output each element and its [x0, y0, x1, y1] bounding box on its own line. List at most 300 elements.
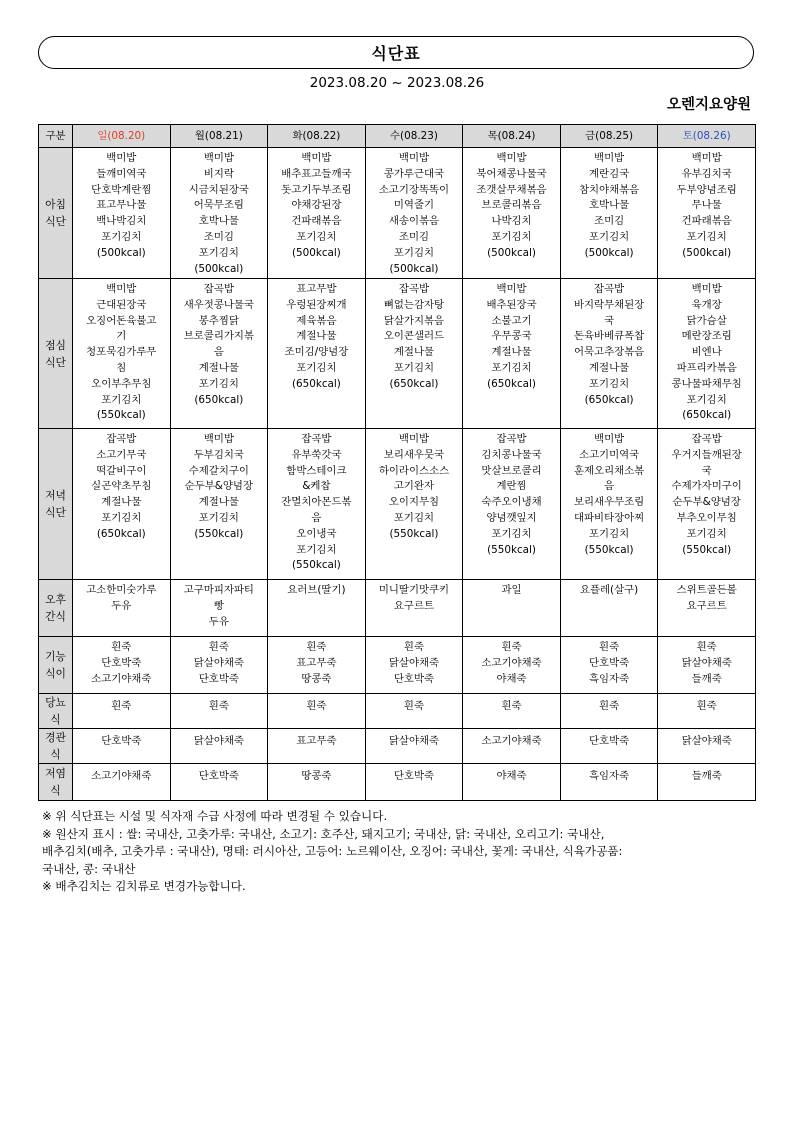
- menu-item: 빵: [213, 599, 224, 612]
- menu-item: (500kcal): [584, 246, 634, 259]
- menu-item: 흰죽: [403, 700, 424, 712]
- menu-item: 소고기무국: [96, 448, 147, 461]
- weekly-menu-table: [38, 124, 756, 801]
- menu-item: 땅콩죽: [301, 770, 332, 782]
- menu-item: 포기김치: [589, 527, 630, 540]
- row-label-line: 간식: [45, 610, 66, 623]
- menu-cell: [658, 694, 756, 729]
- meal-row: [39, 637, 756, 694]
- menu-item: 떡갈비구이: [96, 464, 147, 477]
- menu-cell: [658, 148, 756, 279]
- menu-item: 계절나물: [491, 346, 532, 359]
- menu-item: 숙주오이냉채: [481, 496, 542, 509]
- menu-item: 요플레(살구): [579, 584, 639, 596]
- menu-item: 백미밥: [594, 433, 625, 445]
- menu-item: 브로콜리볶음: [481, 199, 542, 212]
- menu-item: 포기김치: [198, 377, 239, 390]
- menu-item: 부추오이무침: [676, 511, 737, 524]
- menu-item: 흰죽: [501, 700, 522, 712]
- menu-cell: [73, 694, 171, 729]
- row-label: [39, 429, 73, 580]
- meal-row: [39, 148, 756, 279]
- menu-item: 흰죽: [208, 700, 229, 712]
- menu-item: 파프리카볶음: [676, 361, 737, 374]
- menu-item: 포기김치: [198, 511, 239, 524]
- menu-item: 흰죽: [403, 641, 424, 653]
- menu-item: 순두부&양념장: [672, 496, 741, 509]
- day-header-2: 화(08.22): [268, 125, 366, 148]
- menu-item: 메란장조림: [681, 330, 732, 343]
- menu-item: 기: [116, 330, 127, 343]
- menu-item: 닭살야채죽: [388, 656, 440, 669]
- menu-item: 수제갈치구이: [188, 464, 249, 477]
- menu-item: 표고무죽: [296, 735, 337, 747]
- menu-item: (650kcal): [291, 377, 341, 390]
- menu-item: &케찹: [302, 480, 331, 493]
- row-label-line: 식이: [45, 667, 66, 680]
- menu-item: 무나물: [691, 199, 722, 212]
- menu-item: 흰죽: [599, 700, 620, 712]
- menu-item: 백미밥: [398, 433, 430, 445]
- menu-item: 포기김치: [101, 393, 142, 406]
- meal-row: [39, 694, 756, 729]
- menu-item: 포기김치: [296, 230, 337, 243]
- menu-item: 포기김치: [686, 393, 727, 406]
- menu-item: 계절나물: [393, 346, 435, 359]
- menu-item: 포기김치: [686, 230, 727, 243]
- menu-item: 백미밥: [203, 433, 234, 445]
- menu-item: 나박김치: [491, 215, 532, 228]
- menu-item: 흰죽: [111, 700, 132, 712]
- menu-item: 비지락: [203, 167, 234, 180]
- menu-item: 포기김치: [393, 361, 435, 374]
- menu-item: 들깨죽: [691, 770, 722, 782]
- menu-item: 잔멸치아몬드볶: [281, 496, 352, 509]
- menu-item: 땅콩죽: [301, 672, 332, 685]
- menu-cell: [365, 279, 463, 429]
- menu-cell: [658, 729, 756, 764]
- menu-item: 제육볶음: [296, 314, 337, 327]
- menu-item: 순두부&양념장: [184, 480, 253, 493]
- menu-cell: [73, 580, 171, 637]
- menu-item: 근대된장국: [96, 298, 147, 311]
- menu-item: (500kcal): [96, 246, 146, 259]
- menu-item: 포기김치: [393, 511, 435, 524]
- menu-item: 브로콜리가지볶: [183, 330, 254, 343]
- row-label-line: 점심: [45, 338, 66, 352]
- menu-cell: [463, 580, 561, 637]
- menu-item: 잡곡밥: [691, 433, 722, 445]
- menu-item: 우렁된장찌개: [286, 298, 347, 311]
- menu-item: 잡곡밥: [594, 283, 625, 295]
- menu-cell: [560, 729, 658, 764]
- menu-item: 포기김치: [589, 377, 630, 390]
- menu-cell: [463, 764, 561, 801]
- menu-item: 닭살야채죽: [681, 735, 732, 747]
- menu-item: 흰죽: [306, 700, 327, 712]
- menu-item: 두유: [111, 599, 132, 612]
- menu-cell: [268, 637, 366, 694]
- row-label-line: 아침: [45, 198, 66, 211]
- menu-item: 소고기야채죽: [481, 656, 542, 669]
- menu-item: 들깨죽: [691, 672, 722, 685]
- menu-item: 우거지들깨된장: [671, 448, 742, 461]
- menu-item: 단호박죽: [198, 672, 239, 685]
- menu-item: 고구마피자파티: [183, 584, 254, 596]
- menu-item: 양념깻잎지: [486, 511, 537, 524]
- menu-item: 참치야채볶음: [578, 183, 640, 196]
- menu-item: 수제가자미구이: [671, 480, 742, 493]
- menu-item: 새우젓콩나물국: [183, 298, 254, 311]
- note-line: ※ 원산지 표시 : 쌀: 국내산, 고춧가루: 국내산, 소고기: 호주산, 돼지고기; 국내산, 닭: 국내산, 오리고기: 국내산,: [42, 826, 605, 841]
- menu-item: 백미밥: [106, 283, 137, 295]
- menu-item: 대파비타장아찌: [573, 511, 645, 524]
- menu-item: 닭살야채죽: [193, 656, 244, 669]
- menu-item: 어묵무조림: [193, 199, 244, 212]
- menu-item: 백미밥: [691, 283, 722, 295]
- menu-item: (500kcal): [682, 246, 732, 259]
- menu-item: 소고기야채죽: [91, 770, 152, 782]
- menu-item: 오징어돈육불고: [86, 314, 157, 327]
- menu-item: 계절나물: [296, 330, 337, 343]
- menu-cell: [73, 429, 171, 580]
- menu-cell: [268, 729, 366, 764]
- menu-item: 단호박죽: [589, 656, 630, 669]
- menu-cell: [170, 429, 268, 580]
- meal-row: [39, 429, 756, 580]
- menu-item: 야채죽: [496, 672, 527, 685]
- menu-cell: [560, 429, 658, 580]
- menu-cell: [658, 279, 756, 429]
- menu-item: (500kcal): [487, 246, 536, 259]
- menu-item: 미니딸기맛쿠키: [378, 584, 450, 596]
- menu-item: 단호박계란찜: [91, 183, 152, 196]
- menu-item: 백나박김치: [96, 215, 147, 228]
- menu-item: (500kcal): [389, 262, 439, 275]
- menu-item: 새송이볶음: [388, 215, 440, 228]
- menu-cell: [170, 148, 268, 279]
- menu-item: (550kcal): [96, 409, 146, 422]
- menu-item: 하이라이스소스: [378, 464, 450, 477]
- menu-item: 소고기장똑똑이: [378, 183, 450, 196]
- menu-cell: [170, 694, 268, 729]
- row-label: [39, 729, 73, 764]
- menu-item: 계절나물: [198, 361, 239, 374]
- menu-item: 김치콩나물국: [481, 448, 542, 461]
- menu-item: 바지락무채된장: [573, 298, 645, 311]
- menu-item: 배추표고들깨국: [281, 167, 352, 180]
- menu-item: 음: [213, 346, 224, 359]
- day-header-0: 일(08.20): [73, 125, 171, 148]
- menu-item: 고소한미숫가루: [86, 584, 157, 596]
- menu-item: 소고기야채죽: [91, 672, 152, 685]
- notes: [42, 808, 762, 896]
- menu-item: 조미김: [594, 215, 625, 228]
- day-header-1: 월(08.21): [170, 125, 268, 148]
- menu-item: 포기김치: [491, 361, 532, 374]
- row-label: [39, 148, 73, 279]
- menu-item: 비엔나: [691, 346, 722, 359]
- menu-item: 두부양념조림: [676, 183, 737, 196]
- menu-item: 오이지무침: [388, 496, 440, 509]
- menu-item: 표고무밥: [296, 283, 337, 295]
- menu-cell: [170, 637, 268, 694]
- menu-item: 봉추찜닭: [198, 314, 239, 327]
- menu-item: 국: [701, 464, 712, 477]
- menu-cell: [560, 694, 658, 729]
- menu-item: 닭살야채죽: [388, 735, 440, 747]
- menu-item: 과일: [501, 584, 522, 596]
- menu-item: 소고기야채죽: [481, 735, 542, 747]
- menu-item: 미역줄기: [393, 199, 435, 212]
- menu-item: 어묵고추장볶음: [573, 346, 645, 359]
- menu-item: 조미김: [398, 230, 430, 243]
- menu-item: 스위트골든볼: [676, 584, 737, 596]
- header-row: [39, 125, 756, 148]
- menu-item: 포기김치: [198, 246, 239, 259]
- menu-item: 흰죽: [306, 641, 327, 653]
- menu-item: 잡곡밥: [398, 283, 430, 295]
- menu-item: 포기김치: [686, 527, 727, 540]
- menu-cell: [365, 694, 463, 729]
- menu-item: (650kcal): [389, 377, 439, 390]
- menu-cell: [560, 148, 658, 279]
- menu-item: 흰죽: [696, 700, 717, 712]
- row-label-line: 당뇨: [45, 696, 66, 709]
- row-label: [39, 694, 73, 729]
- row-label-line: 식단: [45, 355, 66, 369]
- menu-item: 두유: [208, 615, 229, 628]
- menu-item: 침: [116, 361, 127, 374]
- day-header-3: 수(08.23): [365, 125, 463, 148]
- menu-item: 포기김치: [101, 230, 142, 243]
- menu-cell: [658, 764, 756, 801]
- menu-cell: [268, 580, 366, 637]
- menu-item: 우무콩국: [491, 330, 532, 343]
- meal-row: [39, 764, 756, 801]
- menu-item: 단호박죽: [589, 735, 630, 747]
- page-title: [38, 36, 754, 69]
- menu-item: 백미밥: [496, 283, 527, 295]
- row-label-line: 식: [50, 748, 61, 761]
- note-line: 배추김치(배추, 고춧가루 : 국내산), 명태: 러시아산, 고등어: 노르웨이산, 오징어: 국내산, 꽃게: 국내산, 식육가공품:: [42, 844, 623, 858]
- menu-item: 표고무죽: [296, 656, 337, 669]
- row-label-line: 저녁: [45, 489, 66, 502]
- menu-item: 국: [604, 314, 615, 327]
- menu-cell: [365, 729, 463, 764]
- menu-item: 계란찜: [496, 480, 527, 493]
- page-title-text: 식단표: [371, 44, 421, 63]
- note-line: ※ 배추김치는 김치류로 변경가능합니다.: [42, 879, 246, 893]
- menu-item: 훈제오리채소볶: [573, 464, 645, 477]
- menu-item: (550kcal): [291, 559, 341, 572]
- menu-item: (550kcal): [487, 543, 536, 556]
- organization-name: 오렌지요양원: [666, 97, 751, 113]
- menu-item: 음: [604, 480, 615, 493]
- menu-item: 흰죽: [208, 641, 229, 653]
- menu-item: 잡곡밥: [203, 283, 234, 295]
- menu-item: 조미김/양념장: [284, 346, 349, 359]
- menu-item: 백미밥: [691, 152, 722, 164]
- menu-item: 흰죽: [501, 641, 522, 653]
- menu-item: 흰죽: [111, 641, 132, 653]
- menu-item: 백미밥: [106, 152, 137, 164]
- menu-cell: [365, 764, 463, 801]
- menu-item: 소불고기: [491, 314, 532, 327]
- row-label-line: 경관: [45, 731, 66, 744]
- menu-item: 북어채콩나물국: [476, 167, 547, 180]
- menu-item: 닭살야채죽: [193, 735, 244, 747]
- menu-item: 건파래볶음: [291, 215, 342, 228]
- menu-item: (650kcal): [487, 377, 536, 390]
- menu-item: 돈육바베큐폭찹: [573, 330, 645, 343]
- menu-item: (550kcal): [682, 543, 732, 556]
- menu-item: 잡곡밥: [106, 433, 137, 445]
- menu-cell: [560, 279, 658, 429]
- menu-item: 포기김치: [101, 511, 142, 524]
- menu-cell: [73, 764, 171, 801]
- menu-item: 닭가슴살: [686, 314, 727, 327]
- menu-cell: [268, 764, 366, 801]
- menu-item: (550kcal): [194, 527, 244, 540]
- menu-item: 단호박죽: [101, 656, 142, 669]
- menu-item: 조갯살무채볶음: [476, 183, 547, 196]
- menu-item: 호박나물: [589, 199, 630, 212]
- day-header-5: 금(08.25): [560, 125, 658, 148]
- menu-item: 포기김치: [296, 361, 337, 374]
- menu-item: 잡곡밥: [301, 433, 332, 445]
- menu-item: 콩가루근대국: [383, 167, 445, 180]
- menu-item: 유부김치국: [681, 167, 732, 180]
- row-label: [39, 637, 73, 694]
- menu-item: (500kcal): [194, 262, 244, 275]
- menu-item: 음: [311, 511, 322, 524]
- menu-item: 백미밥: [398, 152, 430, 164]
- menu-cell: [73, 729, 171, 764]
- menu-item: 흰죽: [696, 641, 717, 653]
- menu-item: 요구르트: [393, 599, 435, 612]
- menu-item: 콩나물파채무침: [671, 377, 742, 390]
- menu-cell: [463, 148, 561, 279]
- menu-item: 요러브(딸기): [287, 584, 346, 596]
- menu-item: 소고기미역국: [578, 448, 640, 461]
- menu-cell: [463, 279, 561, 429]
- menu-item: (500kcal): [291, 246, 341, 259]
- menu-item: 두부김치국: [193, 448, 244, 461]
- row-label-line: 기능: [45, 650, 66, 663]
- menu-cell: [463, 694, 561, 729]
- menu-item: (550kcal): [389, 527, 439, 540]
- menu-cell: [170, 729, 268, 764]
- menu-cell: [268, 694, 366, 729]
- menu-item: 흑임자죽: [589, 672, 630, 685]
- menu-item: 흰죽: [599, 641, 620, 653]
- menu-item: 맛살브로콜리: [481, 464, 542, 477]
- menu-item: (650kcal): [96, 527, 146, 540]
- menu-item: 호박나물: [198, 215, 239, 228]
- note-line: 국내산, 콩: 국내산: [42, 861, 136, 876]
- menu-item: 닭살가지볶음: [383, 314, 445, 327]
- menu-item: 야채강된장: [291, 199, 342, 212]
- menu-item: 백미밥: [301, 152, 332, 164]
- menu-item: 건파래볶음: [681, 215, 732, 228]
- menu-cell: [73, 279, 171, 429]
- row-label-line: 식단: [45, 506, 66, 519]
- menu-item: 조미김: [203, 230, 234, 243]
- menu-cell: [365, 580, 463, 637]
- menu-item: 계절나물: [198, 496, 239, 509]
- meal-row: [39, 580, 756, 637]
- menu-item: 포기김치: [393, 246, 435, 259]
- menu-item: (650kcal): [194, 393, 244, 406]
- menu-item: 보리새우무조림: [573, 496, 645, 509]
- menu-item: 흑임자죽: [589, 770, 630, 782]
- menu-cell: [73, 637, 171, 694]
- menu-item: 단호박죽: [198, 770, 239, 782]
- menu-item: 계절나물: [589, 361, 630, 374]
- menu-item: 오이부추무침: [91, 377, 152, 390]
- menu-cell: [365, 429, 463, 580]
- menu-item: 포기김치: [589, 230, 630, 243]
- menu-cell: [463, 637, 561, 694]
- menu-item: 실곤약초무침: [91, 480, 152, 493]
- menu-item: (650kcal): [584, 393, 634, 406]
- menu-item: 포기김치: [296, 543, 337, 556]
- menu-item: 고기완자: [393, 480, 435, 493]
- header-label-cell: 구분: [39, 125, 73, 148]
- meal-row: [39, 729, 756, 764]
- menu-item: 육개장: [691, 298, 722, 311]
- menu-item: 포기김치: [491, 527, 532, 540]
- menu-item: 청포묵김가루무: [86, 346, 157, 359]
- menu-cell: [560, 764, 658, 801]
- menu-period: 2023.08.20 ~ 2023.08.26: [309, 75, 485, 91]
- menu-cell: [365, 148, 463, 279]
- menu-cell: [170, 279, 268, 429]
- meal-row: [39, 279, 756, 429]
- menu-cell: [170, 580, 268, 637]
- row-label: [39, 279, 73, 429]
- menu-cell: [268, 279, 366, 429]
- menu-item: 백미밥: [496, 152, 527, 164]
- row-label-line: 식단: [45, 215, 66, 228]
- menu-item: (650kcal): [682, 409, 732, 422]
- menu-item: 포기김치: [491, 230, 532, 243]
- menu-item: 보리새우뭇국: [383, 448, 445, 461]
- menu-item: 시금치된장국: [188, 183, 249, 196]
- row-label: [39, 580, 73, 637]
- row-label-line: 식: [50, 713, 61, 726]
- menu-item: 단호박죽: [393, 770, 435, 782]
- menu-item: 표고무나물: [96, 199, 147, 212]
- menu-body: [39, 148, 756, 801]
- menu-cell: [658, 580, 756, 637]
- menu-item: 오이콘샐러드: [383, 330, 445, 343]
- menu-item: 단호박죽: [393, 672, 435, 685]
- day-header-6: 토(08.26): [658, 125, 756, 148]
- row-label-line: 식: [50, 784, 61, 797]
- menu-cell: [73, 148, 171, 279]
- menu-item: 계란김국: [589, 167, 630, 180]
- menu-item: 백미밥: [594, 152, 625, 164]
- menu-cell: [268, 429, 366, 580]
- menu-cell: [658, 429, 756, 580]
- menu-cell: [463, 729, 561, 764]
- menu-item: 돗고기두부조림: [281, 183, 352, 196]
- menu-item: 잡곡밥: [496, 433, 527, 445]
- menu-cell: [560, 580, 658, 637]
- menu-item: 함박스테이크: [286, 464, 347, 477]
